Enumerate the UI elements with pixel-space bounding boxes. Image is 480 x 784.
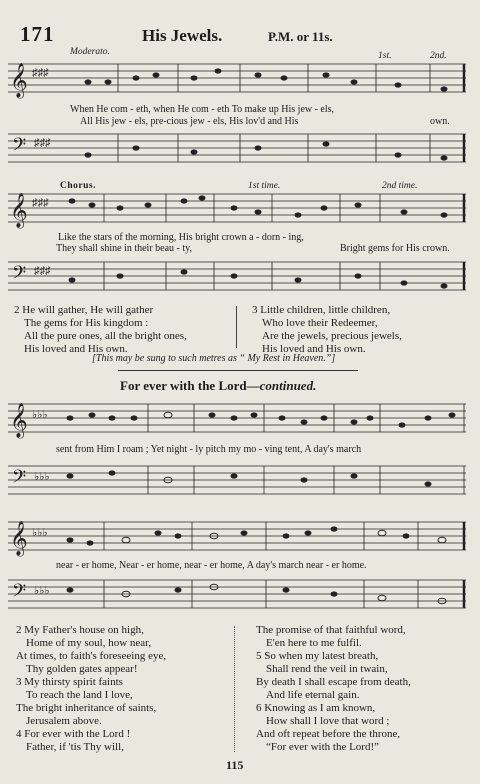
music-staff-hymn2-bass-1	[8, 462, 468, 498]
svg-text:𝄢: 𝄢	[12, 466, 27, 491]
verse-line: His loved and His own.	[262, 343, 366, 355]
chorus-lyrics-line1: Like the stars of the morning, His bright crown a - dorn - ing,	[58, 232, 304, 243]
tempo-marking: Moderato.	[70, 47, 110, 57]
verse-line: At times, to faith's foreseeing eye,	[16, 650, 167, 662]
music-staff-chorus-treble	[8, 192, 468, 230]
hymn-meter: P.M. or 11s.	[268, 29, 333, 44]
hymn2-lyrics-line2: near - er home, Near - er home, near - er home, A day's march near - er home.	[56, 560, 367, 571]
verse-line: 6 Knowing as I am known,	[256, 702, 376, 714]
verse-line: 2 He will gather, He will gather	[14, 304, 154, 316]
svg-text:♯♯♯: ♯♯♯	[32, 197, 49, 209]
svg-text:♭♭♭: ♭♭♭	[32, 409, 48, 421]
svg-text:𝄞: 𝄞	[10, 404, 28, 437]
first-ending-label: 1st.	[378, 51, 392, 61]
svg-text:𝄢: 𝄢	[12, 134, 27, 159]
verse-line: 3 My thirsty spirit faints	[16, 676, 123, 688]
chorus-second-time-label: 2nd time.	[382, 181, 418, 191]
verse-line: Thy golden gates appear!	[26, 663, 138, 675]
verse-line: By death I shall escape from death,	[256, 676, 411, 688]
chorus-label: Chorus.	[60, 181, 96, 191]
svg-text:♭♭♭: ♭♭♭	[32, 527, 48, 539]
svg-text:𝄢: 𝄢	[12, 580, 27, 605]
chorus-lyrics-line2: They shall shine in their beau - ty,	[56, 243, 192, 254]
svg-text:𝄞: 𝄞	[10, 63, 28, 98]
page-number: 115	[226, 758, 244, 772]
verse-line: All the pure ones, all the bright ones,	[24, 330, 187, 342]
verse-line: 3 Little children, little children,	[252, 304, 391, 316]
verse-line: Shall rend the veil in twain,	[266, 663, 388, 675]
svg-text:♯♯♯: ♯♯♯	[34, 265, 51, 277]
verse-2-block	[14, 304, 187, 356]
verse-line: Home of my soul, how near,	[26, 637, 152, 649]
verse-line: Jerusalem above.	[26, 715, 102, 727]
verse-line: And oft repeat before the throne,	[256, 728, 401, 740]
chorus-first-time-label: 1st time.	[248, 181, 281, 191]
verse-line: 5 So when my latest breath,	[256, 650, 379, 662]
hymn2-verses-left	[16, 624, 166, 754]
music-staff-hymn1-bass	[8, 130, 468, 166]
verse-line: And life eternal gain.	[266, 689, 360, 701]
hymn-title: His Jewels.	[142, 26, 223, 45]
svg-text:𝄞: 𝄞	[10, 522, 28, 555]
hymn2-title	[120, 378, 316, 394]
hymn-number: 171	[20, 22, 55, 46]
hymn2-title-continued: continued.	[259, 378, 317, 393]
verse-line: The bright inheritance of saints,	[16, 702, 157, 714]
svg-text:♭♭♭: ♭♭♭	[34, 585, 50, 597]
verse-line: Father, if 'tis Thy will,	[26, 741, 124, 753]
chorus-lyrics-line2-end: Bright gems for His crown.	[340, 243, 450, 254]
verse-line: 4 For ever with the Lord !	[16, 728, 131, 740]
verse-line: Who love their Redeemer,	[262, 317, 378, 329]
section-divider	[118, 370, 358, 371]
music-staff-hymn2-bass-2	[8, 576, 468, 612]
verse-line: Are the jewels, precious jewels,	[262, 330, 402, 342]
verse-line: The gems for His kingdom :	[24, 317, 149, 329]
svg-text:♯♯♯: ♯♯♯	[34, 137, 51, 149]
verse-line: How shall I love that word ;	[266, 715, 390, 727]
hymn2-lyrics-line1: sent from Him I roam ; Yet night - ly pitch my mo - ving tent, A day's march	[56, 444, 362, 455]
hymn2-title-main: For ever with the Lord—	[120, 378, 260, 393]
music-staff-hymn2-treble-2	[8, 518, 468, 558]
music-staff-hymn2-treble-1	[8, 400, 468, 440]
music-staff-chorus-bass	[8, 258, 468, 294]
verse-line: The promise of that faithful word,	[256, 624, 406, 636]
verse-line: To reach the land I love,	[26, 689, 133, 701]
hymn1-lyrics-line2-end: own.	[430, 116, 450, 127]
verse-column-divider	[234, 626, 235, 752]
verse-line: His loved and His own.	[24, 343, 128, 355]
metre-note: [This may be sung to such metres as “ My Rest in Heaven.”]	[92, 353, 336, 364]
verse-column-divider	[236, 306, 237, 348]
verse-line: E'en here to me fulfil.	[266, 637, 362, 649]
hymn1-lyrics-line1: When He com - eth, when He com - eth To make up His jew - els,	[70, 104, 335, 115]
hymn2-verses-right	[256, 624, 411, 754]
svg-text:♭♭♭: ♭♭♭	[34, 471, 50, 483]
verse-line: “For ever with the Lord!”	[266, 741, 380, 753]
music-staff-hymn1-treble	[8, 62, 468, 102]
svg-text:𝄞: 𝄞	[10, 194, 28, 227]
verse-3-block	[252, 304, 402, 356]
verse-line: 2 My Father's house on high,	[16, 624, 144, 636]
second-ending-label: 2nd.	[430, 51, 447, 61]
svg-text:𝄢: 𝄢	[12, 262, 27, 287]
svg-text:♯♯♯: ♯♯♯	[32, 67, 49, 79]
hymn1-lyrics-line2: All His jew - els, pre-cious jew - els, His lov'd and His	[80, 116, 299, 127]
